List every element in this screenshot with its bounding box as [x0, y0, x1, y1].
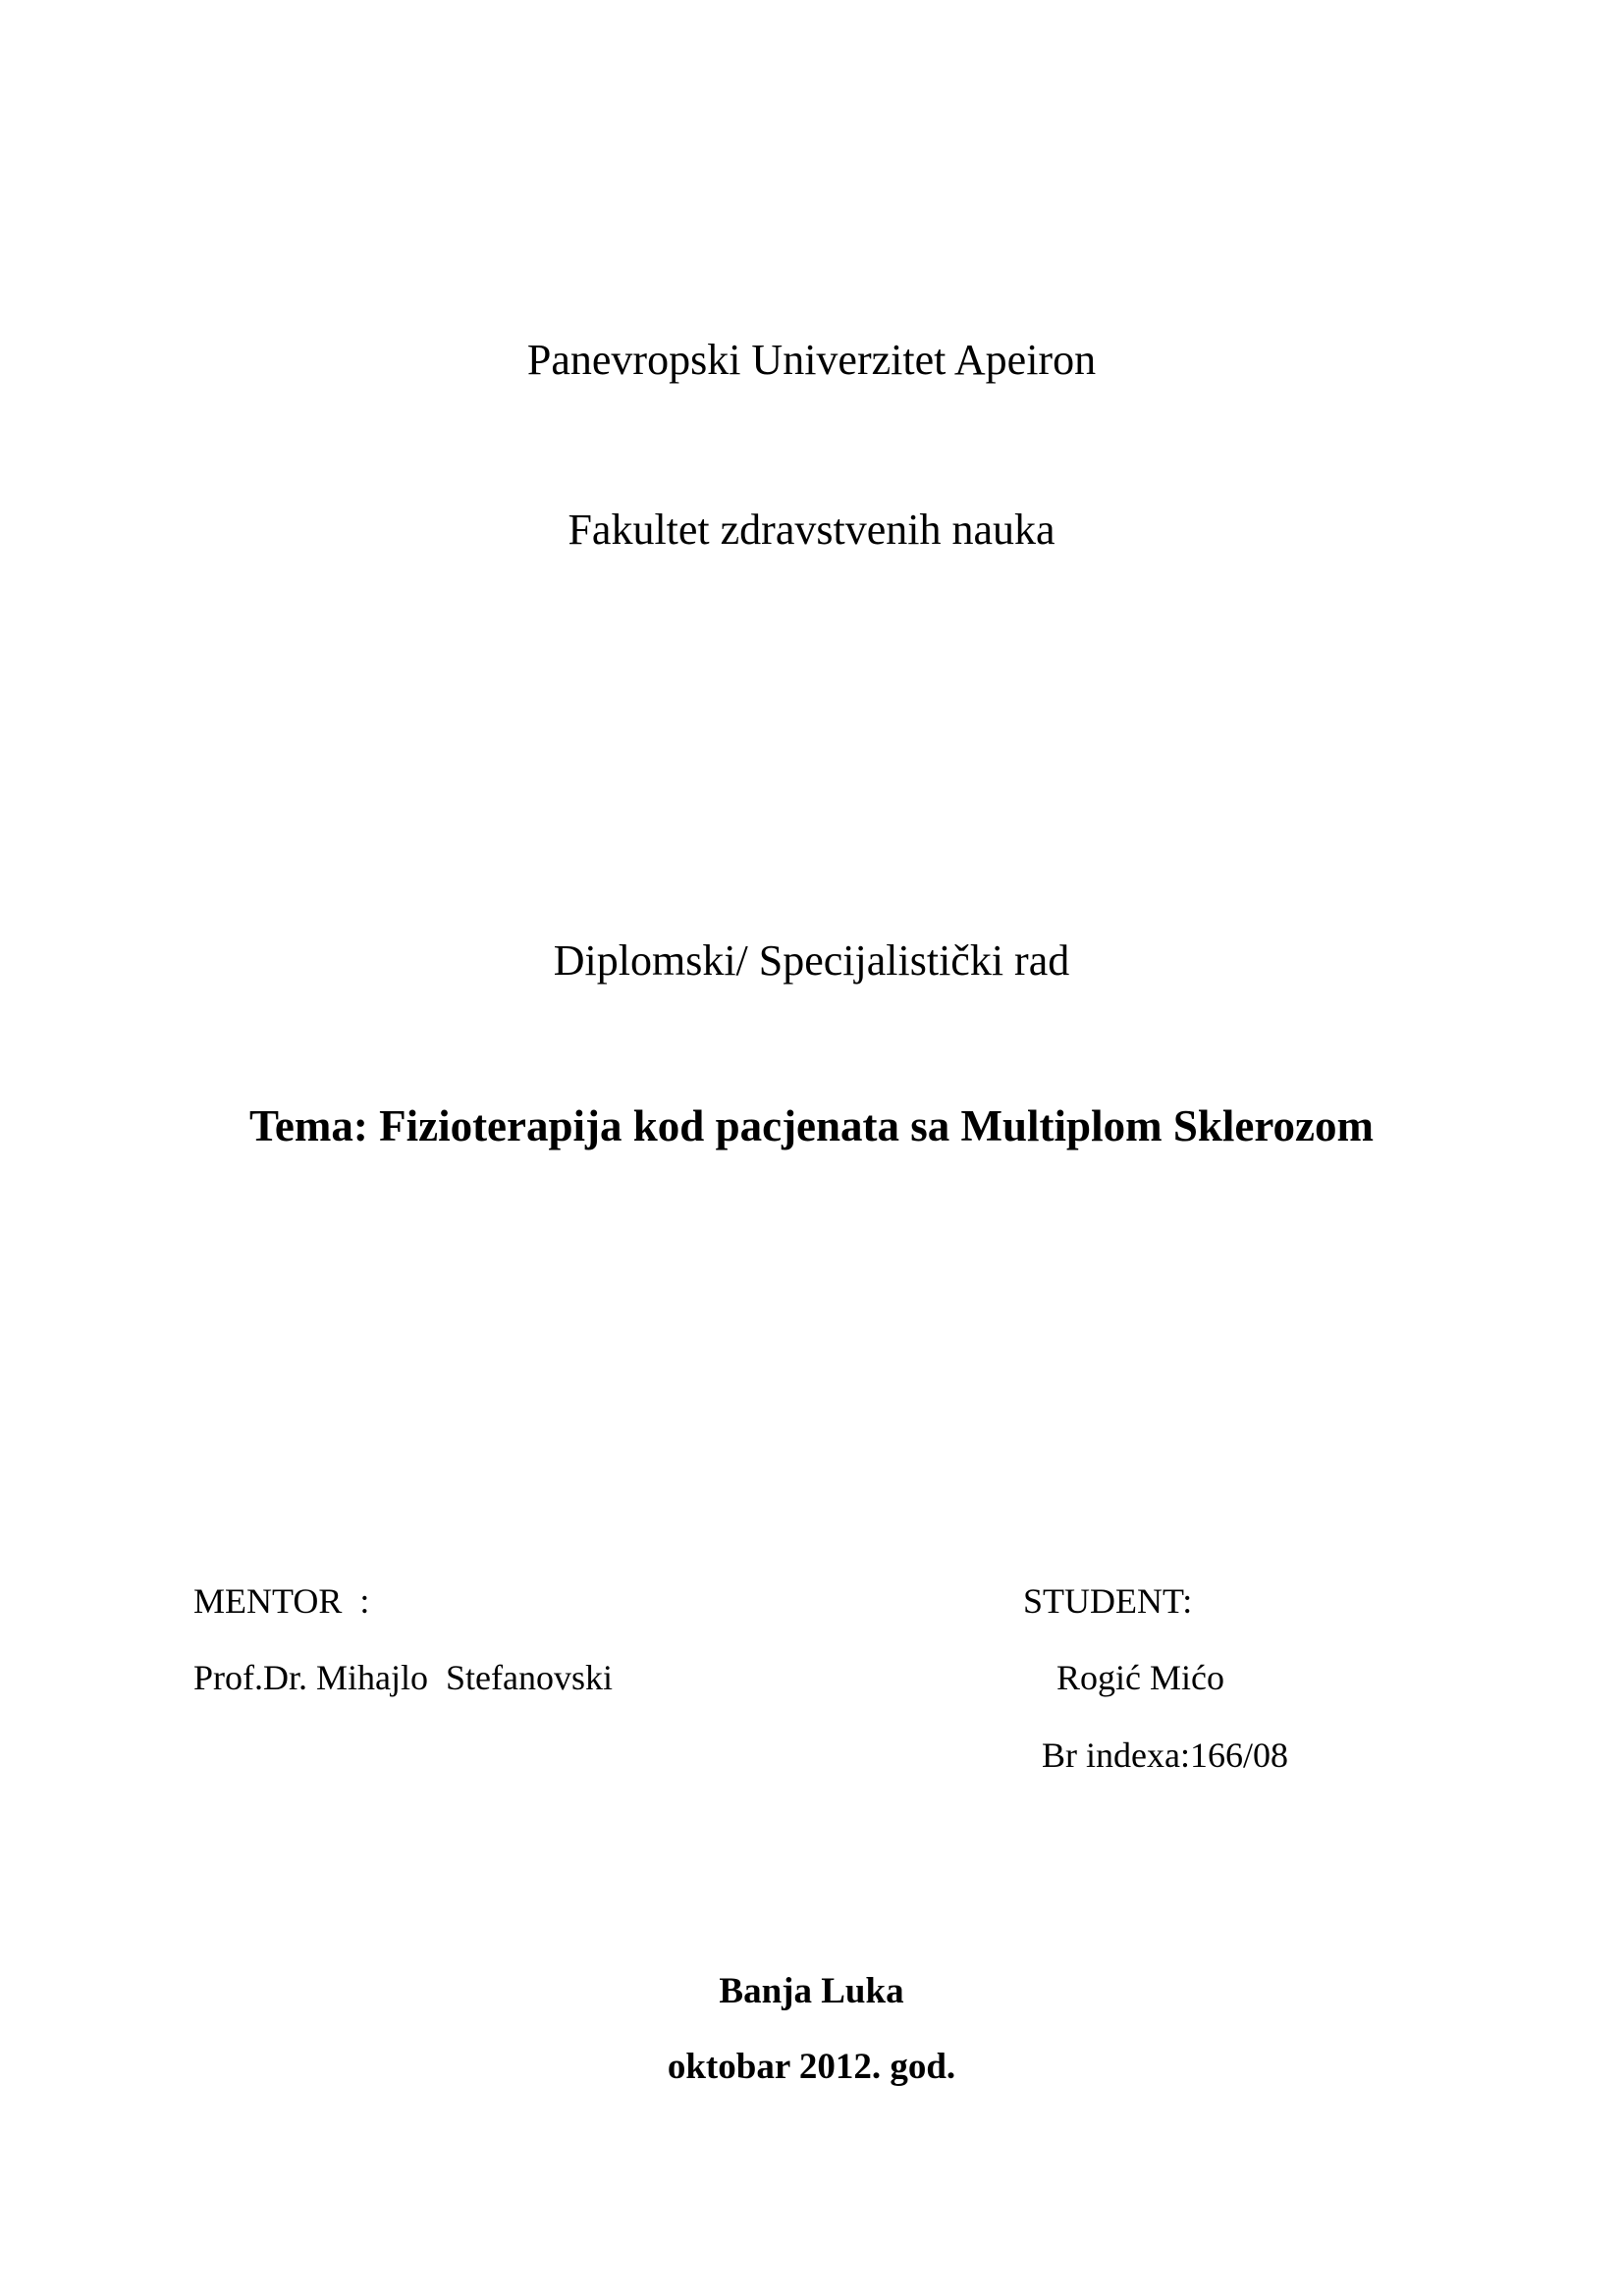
student-index: Br indexa:166/08 [1042, 1735, 1288, 1775]
date: oktobar 2012. god. [667, 2047, 956, 2087]
student-label: STUDENT: [1023, 1581, 1193, 1621]
mentor-label: MENTOR : [193, 1581, 370, 1621]
faculty-name: Fakultet zdravstvenih nauka [568, 506, 1055, 554]
university-name: Panevropski Univerzitet Apeiron [526, 336, 1097, 384]
thesis-type: Diplomski/ Specijalistički rad [553, 936, 1070, 985]
mentor-name: Prof.Dr. Mihajlo Stefanovski [193, 1658, 613, 1697]
thesis-topic: Tema: Fizioterapija kod pacjenata sa Multiplom Sklerozom [249, 1101, 1374, 1150]
student-name: Rogić Mićo [1056, 1658, 1224, 1697]
city: Banja Luka [719, 1971, 904, 2011]
